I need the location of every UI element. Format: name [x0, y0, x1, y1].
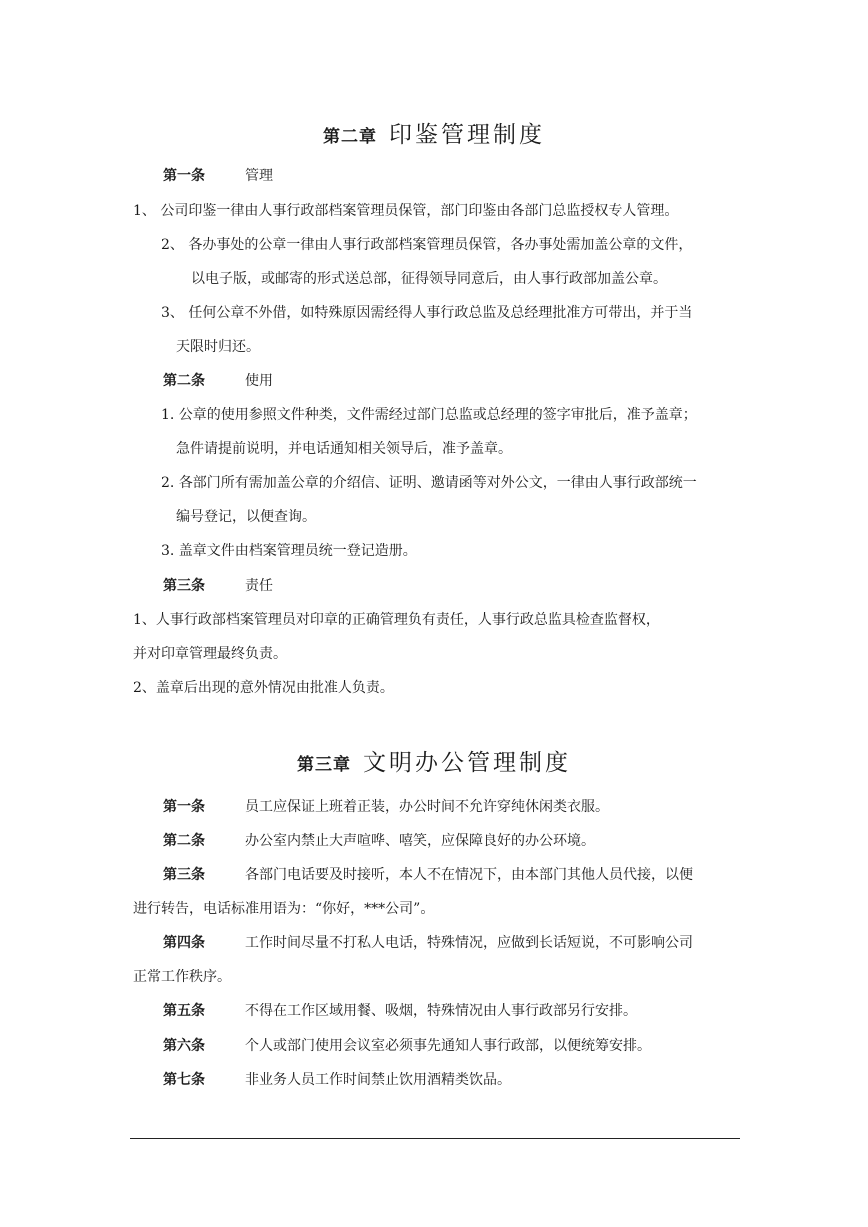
ch3-article-3 — [163, 865, 693, 885]
article-label: 第三条 — [163, 867, 205, 883]
ch2-a1-item-3-cont: 天限时归还。 — [176, 339, 260, 355]
article-label: 第五条 — [163, 1003, 205, 1019]
ch2-a1-item-2: 2、 各办事处的公章一律由人事行政部档案管理员保管，各办事处需加盖公章的文件， — [161, 237, 693, 253]
article-title: 责任 — [245, 578, 273, 594]
chapter-3-name: 文明办公管理制度 — [363, 750, 571, 776]
ch2-a3-item-1-cont: 并对印章管理最终负责。 — [133, 646, 287, 662]
ch2-article-1-heading — [163, 166, 273, 186]
ch3-article-4-cont: 正常工作秩序。 — [133, 969, 231, 985]
chapter-2-name: 印鉴管理制度 — [389, 122, 545, 148]
ch2-a2-item-3: 3. 盖章文件由档案管理员统一登记造册。 — [161, 543, 417, 559]
ch2-a2-item-1: 1. 公章的使用参照文件种类，文件需经过部门总监或总经理的签字审批后，准予盖章； — [161, 407, 697, 423]
ch2-a2-item-2-cont: 编号登记，以便查询。 — [176, 509, 316, 525]
article-label: 第七条 — [163, 1072, 205, 1088]
article-label: 第四条 — [163, 935, 205, 951]
chapter-3-title — [0, 744, 868, 777]
ch2-a3-item-1: 1、人事行政部档案管理员对印章的正确管理负有责任，人事行政总监具检查监督权， — [133, 612, 660, 628]
ch3-article-6 — [163, 1036, 651, 1056]
chapter-2-number: 第二章 — [323, 127, 377, 147]
ch3-article-5 — [163, 1001, 637, 1021]
article-label: 第三条 — [163, 578, 205, 594]
ch2-a2-item-2: 2. 各部门所有需加盖公章的介绍信、证明、邀请函等对外公文，一律由人事行政部统一 — [161, 475, 697, 491]
article-text: 个人或部门使用会议室必须事先通知人事行政部，以便统筹安排。 — [245, 1038, 651, 1054]
footer-divider — [130, 1138, 740, 1139]
ch2-a3-item-2: 2、盖章后出现的意外情况由批准人负责。 — [133, 680, 394, 696]
ch3-article-3-cont: 进行转告，电话标准用语为：“你好，***公司”。 — [133, 901, 435, 917]
ch2-article-3-heading — [163, 576, 273, 596]
article-label: 第二条 — [163, 833, 205, 849]
ch2-a1-item-1: 1、 公司印鉴一律由人事行政部档案管理员保管，部门印鉴由各部门总监授权专人管理。 — [133, 203, 679, 219]
article-label: 第一条 — [163, 168, 205, 184]
article-label: 第一条 — [163, 799, 205, 815]
ch3-article-7 — [163, 1070, 511, 1090]
article-title: 使用 — [245, 373, 273, 389]
ch2-article-2-heading — [163, 371, 273, 391]
ch3-article-2 — [163, 831, 595, 851]
article-text: 办公室内禁止大声喧哗、嘻笑，应保障良好的办公环境。 — [245, 833, 595, 849]
article-label: 第二条 — [163, 373, 205, 389]
ch3-article-4 — [163, 933, 693, 953]
article-text: 员工应保证上班着正装，办公时间不允许穿纯休闲类衣服。 — [245, 799, 609, 815]
ch2-a1-item-2-cont: 以电子版，或邮寄的形式送总部，征得领导同意后，由人事行政部加盖公章。 — [191, 271, 667, 287]
article-text: 各部门电话要及时接听，本人不在情况下，由本部门其他人员代接，以便 — [245, 867, 693, 883]
article-label: 第六条 — [163, 1038, 205, 1054]
article-text: 不得在工作区域用餐、吸烟，特殊情况由人事行政部另行安排。 — [245, 1003, 637, 1019]
chapter-2-title — [0, 116, 868, 149]
article-text: 非业务人员工作时间禁止饮用酒精类饮品。 — [245, 1072, 511, 1088]
chapter-3-number: 第三章 — [297, 755, 351, 775]
ch2-a2-item-1-cont: 急件请提前说明，并电话通知相关领导后，准予盖章。 — [176, 441, 512, 457]
ch3-article-1 — [163, 797, 609, 817]
article-title: 管理 — [245, 168, 273, 184]
ch2-a1-item-3: 3、 任何公章不外借，如特殊原因需经得人事行政总监及总经理批准方可带出，并于当 — [161, 305, 693, 321]
article-text: 工作时间尽量不打私人电话，特殊情况，应做到长话短说，不可影响公司 — [245, 935, 693, 951]
